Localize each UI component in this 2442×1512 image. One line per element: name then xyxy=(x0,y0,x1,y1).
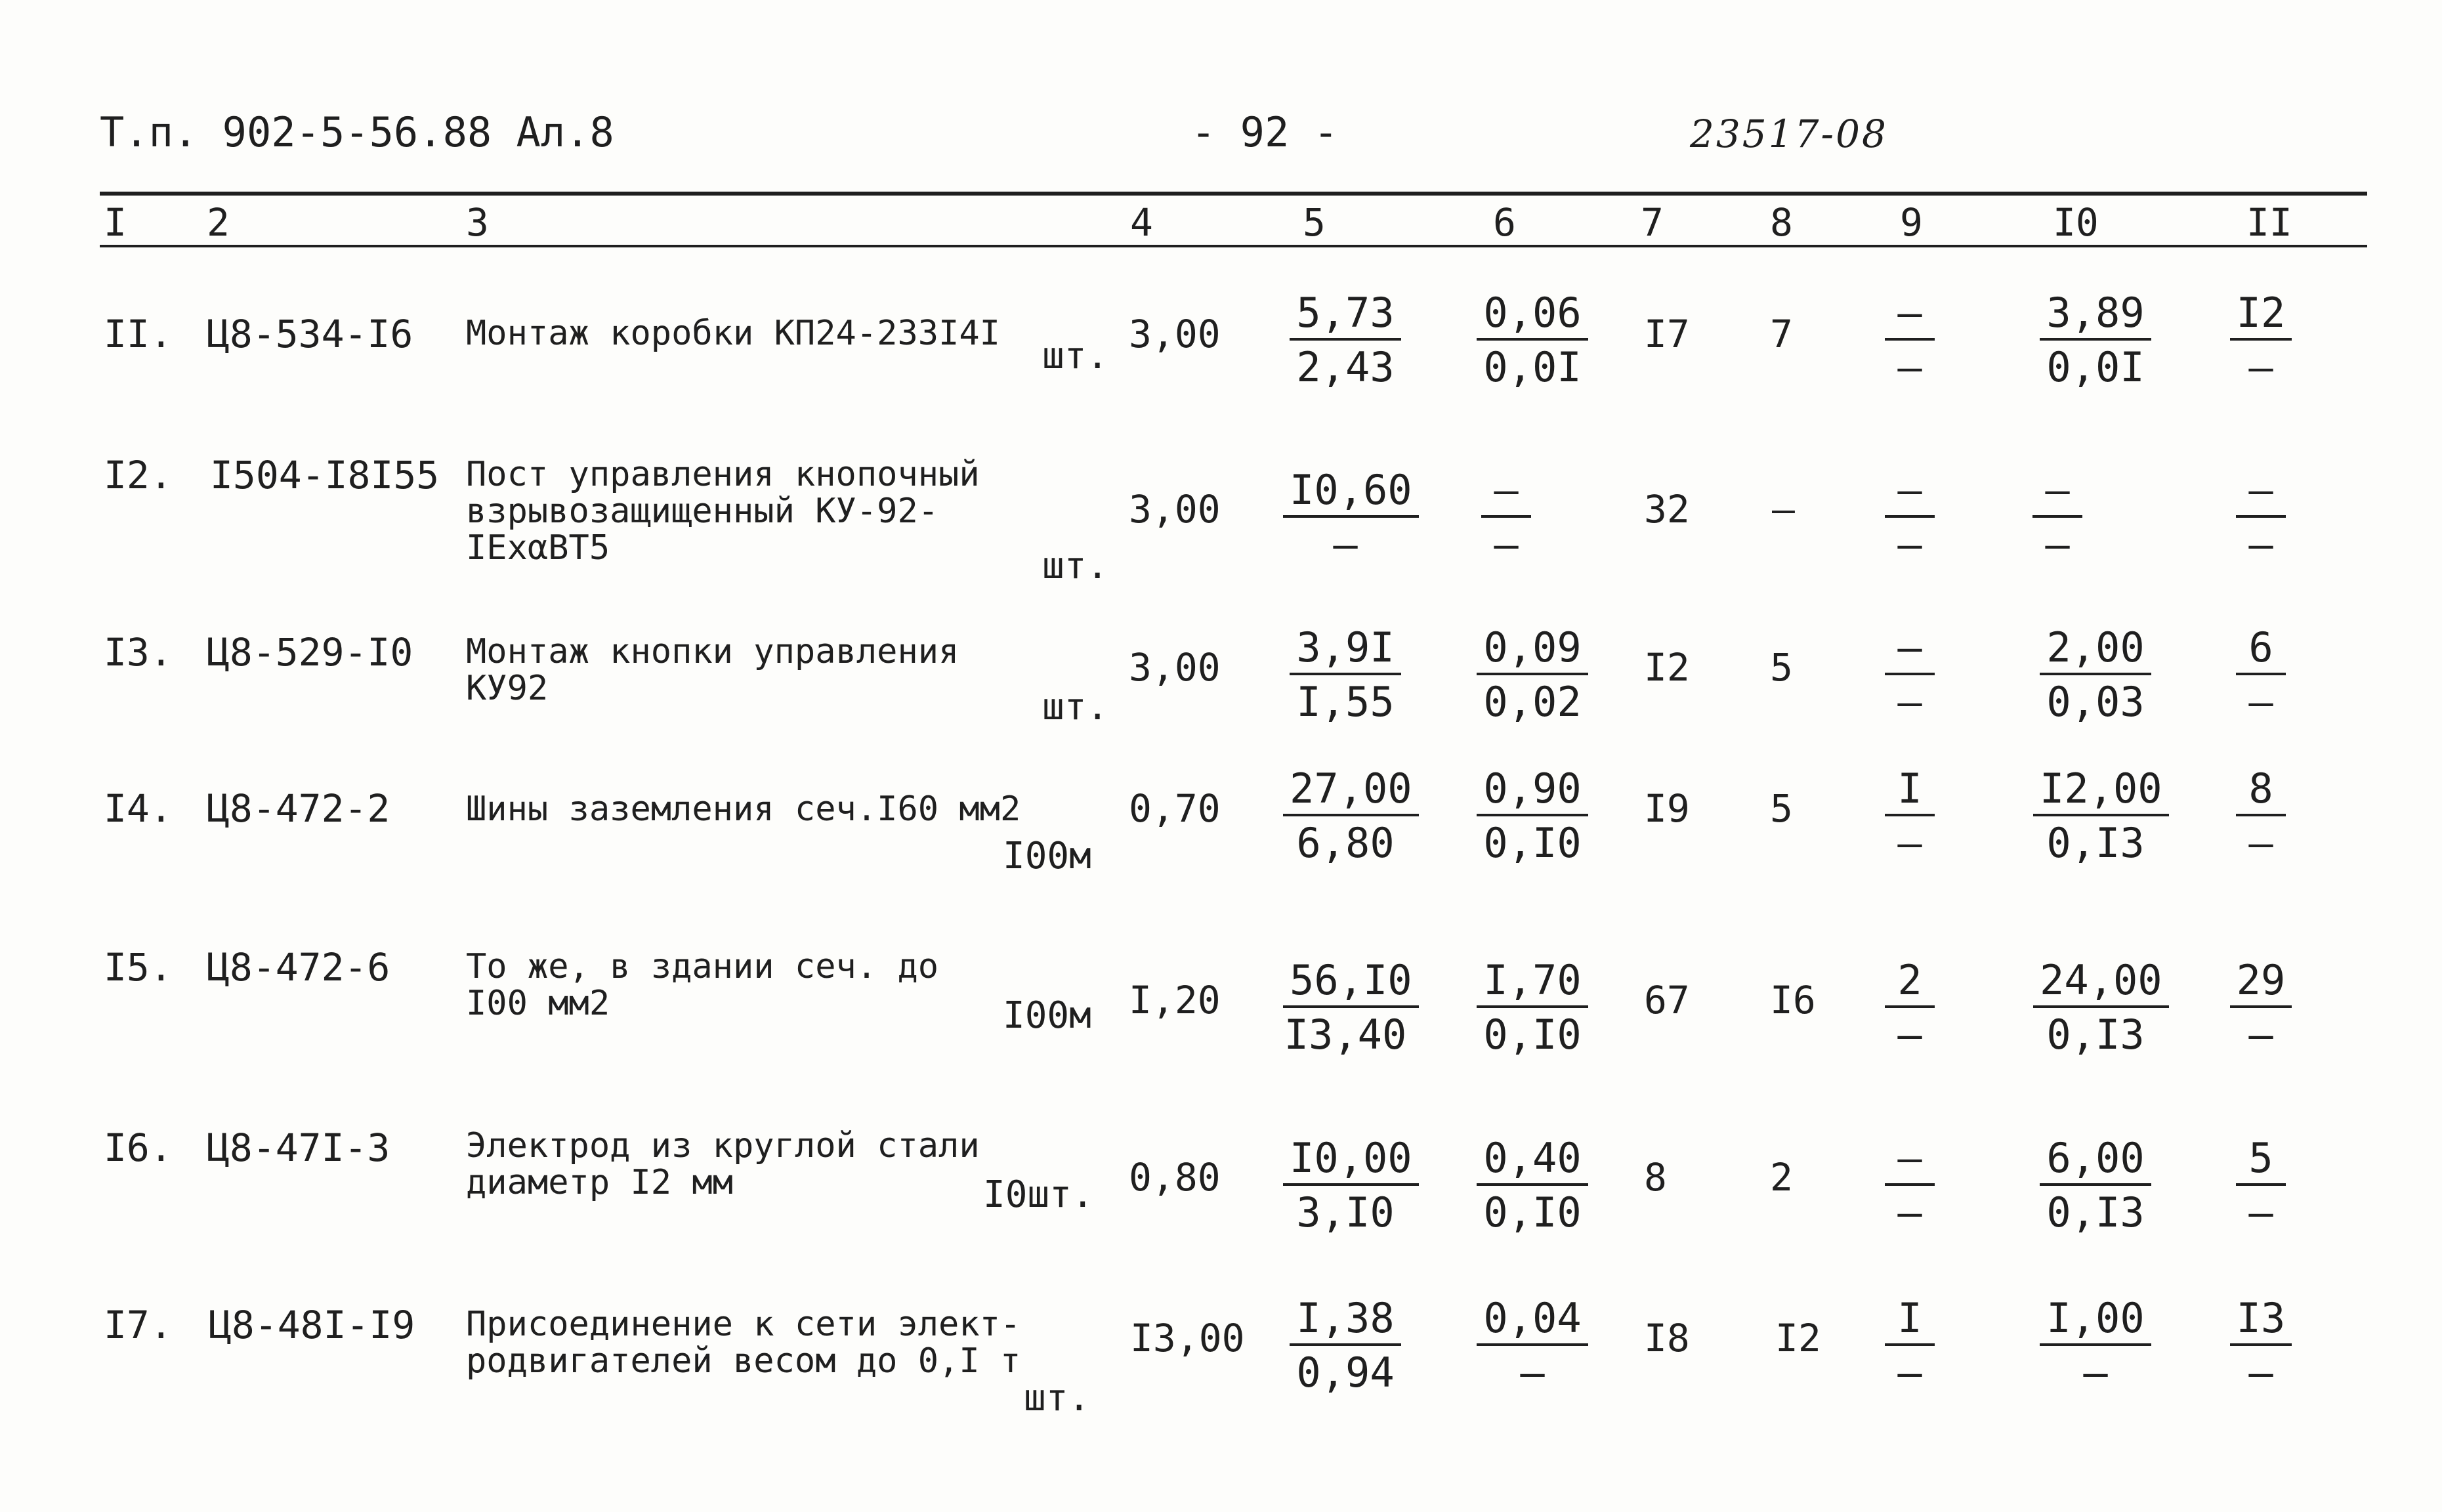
unit-of-measure: шт. xyxy=(1042,686,1109,728)
col11-value: 29 – xyxy=(2199,956,2323,1055)
rate-code: Ц8-472-2 xyxy=(207,786,390,831)
quantity: 3,00 xyxy=(1129,645,1221,690)
unit-of-measure: шт. xyxy=(1042,335,1109,377)
col7-value: 8 xyxy=(1644,1155,1667,1200)
quantity: I,20 xyxy=(1129,978,1221,1022)
col8-value: 7 xyxy=(1770,312,1793,356)
col11-value: I3 – xyxy=(2199,1294,2323,1393)
row-number: I4. xyxy=(104,786,173,831)
row-number: I2. xyxy=(104,453,173,497)
col5-value: I0,60 – xyxy=(1283,466,1408,565)
table-top-rule xyxy=(100,192,2367,196)
col-header-9: 9 xyxy=(1900,200,1923,245)
col9-value: – – xyxy=(1847,623,1972,723)
col6-value: $\frac{0,40}{0,I0}$ xyxy=(1470,1134,1595,1233)
col11-value: – – xyxy=(2199,466,2323,565)
unit-of-measure: I00м xyxy=(1003,994,1091,1037)
document-number: 23517-08 xyxy=(1690,112,1888,156)
col8-value: 5 xyxy=(1770,645,1793,690)
work-description: Электрод из круглой стали диаметр I2 мм xyxy=(466,1126,980,1202)
col8-value: – xyxy=(1772,487,1795,532)
col-header-11: II xyxy=(2246,200,2292,245)
work-description: Пост управления кнопочный взрывозащищенный КУ-92- IExαBT5 xyxy=(466,455,980,568)
unit-of-measure: I00м xyxy=(1003,835,1091,877)
col11-value: 6 – xyxy=(2199,623,2323,723)
col11-value: 5 – xyxy=(2199,1134,2323,1233)
document-header-left: Т.п. 902-5-56.88 Ал.8 xyxy=(100,108,614,156)
quantity: 3,00 xyxy=(1129,487,1221,532)
col-header-8: 8 xyxy=(1770,200,1793,245)
row-number: I7. xyxy=(104,1303,173,1347)
work-description: Присоединение к сети элект- родвигателей весом до 0,I т xyxy=(466,1305,1021,1381)
col7-value: 67 xyxy=(1644,978,1690,1022)
col6-value: – – xyxy=(1444,466,1568,565)
col8-value: I2 xyxy=(1775,1316,1821,1360)
col9-value: I – xyxy=(1847,765,1972,864)
col9-value: I – xyxy=(1847,1294,1972,1393)
col-header-10: I0 xyxy=(2053,200,2099,245)
col11-value: I2 – xyxy=(2199,289,2323,388)
col-header-6: 6 xyxy=(1493,200,1516,245)
col10-value: $\frac{2,00}{0,03}$ xyxy=(2033,623,2158,723)
rate-code: Ц8-48I-I9 xyxy=(209,1303,415,1347)
col9-value: – – xyxy=(1847,466,1972,565)
rate-code: I504-I8I55 xyxy=(210,453,440,497)
col-header-3: 3 xyxy=(466,200,489,245)
col9-value: 2 – xyxy=(1847,956,1972,1055)
col11-value: 8 – xyxy=(2199,765,2323,864)
unit-of-measure: I0шт. xyxy=(983,1173,1094,1216)
col6-value: $\frac{0,06}{0,0I}$ xyxy=(1470,289,1595,388)
work-description: Монтаж коробки КП24-233I4I xyxy=(466,314,1000,353)
col10-value: $\frac{24,00}{0,I3}$ xyxy=(2033,956,2158,1055)
col6-value: $\frac{I,70}{0,I0}$ xyxy=(1470,956,1595,1055)
rate-code: Ц8-529-I0 xyxy=(207,630,413,675)
col5-value: $\frac{3,9I}{I,55}$ xyxy=(1283,623,1408,723)
col-header-7: 7 xyxy=(1641,200,1664,245)
quantity: 3,00 xyxy=(1129,312,1221,356)
col9-value: – – xyxy=(1847,289,1972,388)
rate-code: Ц8-47I-3 xyxy=(207,1125,390,1170)
col8-value: I6 xyxy=(1770,978,1816,1022)
col7-value: I7 xyxy=(1644,312,1690,356)
row-number: I5. xyxy=(104,945,173,990)
quantity: 0,70 xyxy=(1129,786,1221,831)
col-header-1: I xyxy=(104,200,127,245)
col6-value: $\frac{0,90}{0,I0}$ xyxy=(1470,765,1595,864)
col10-value: $\frac{6,00}{0,I3}$ xyxy=(2033,1134,2158,1233)
unit-of-measure: шт. xyxy=(1042,545,1109,587)
col-header-2: 2 xyxy=(207,200,230,245)
work-description: Монтаж кнопки управления КУ92 xyxy=(466,632,959,708)
table-header-rule xyxy=(100,245,2367,247)
col7-value: I9 xyxy=(1644,786,1690,831)
col5-value: $\frac{I,38}{0,94}$ xyxy=(1283,1294,1408,1393)
col8-value: 2 xyxy=(1770,1155,1793,1200)
col10-value: I,00 – xyxy=(2033,1294,2158,1393)
page-number: - 92 - xyxy=(1191,108,1338,156)
col-header-4: 4 xyxy=(1130,200,1153,245)
row-number: I3. xyxy=(104,630,173,675)
col10-value: – – xyxy=(1995,466,2120,565)
col5-value: $\frac{56,I0}{I3,40}$ xyxy=(1283,956,1408,1055)
col5-value: $\frac{27,00}{6,80}$ xyxy=(1283,765,1408,864)
work-description: Шины заземления сеч.I60 мм2 xyxy=(466,789,1021,829)
col10-value: $\frac{3,89}{0,0I}$ xyxy=(2033,289,2158,388)
unit-of-measure: шт. xyxy=(1024,1377,1091,1419)
col7-value: I8 xyxy=(1644,1316,1690,1360)
col8-value: 5 xyxy=(1770,786,1793,831)
col6-value: 0,04 – xyxy=(1470,1294,1595,1393)
col7-value: 32 xyxy=(1644,487,1690,532)
col9-value: – – xyxy=(1847,1134,1972,1233)
rate-code: Ц8-472-6 xyxy=(207,945,390,990)
row-number: I6. xyxy=(104,1125,173,1170)
work-description: То же, в здании сеч. до I00 мм2 xyxy=(466,947,939,1023)
quantity: 0,80 xyxy=(1129,1155,1221,1200)
rate-code: Ц8-534-I6 xyxy=(207,312,413,356)
col10-value: $\frac{I2,00}{0,I3}$ xyxy=(2033,765,2158,864)
col6-value: $\frac{0,09}{0,02}$ xyxy=(1470,623,1595,723)
col-header-5: 5 xyxy=(1303,200,1326,245)
row-number: II. xyxy=(104,312,173,356)
col5-value: $\frac{I0,00}{3,I0}$ xyxy=(1283,1134,1408,1233)
col5-value: $\frac{5,73}{2,43}$ xyxy=(1283,289,1408,388)
quantity: I3,00 xyxy=(1130,1316,1245,1360)
col7-value: I2 xyxy=(1644,645,1690,690)
